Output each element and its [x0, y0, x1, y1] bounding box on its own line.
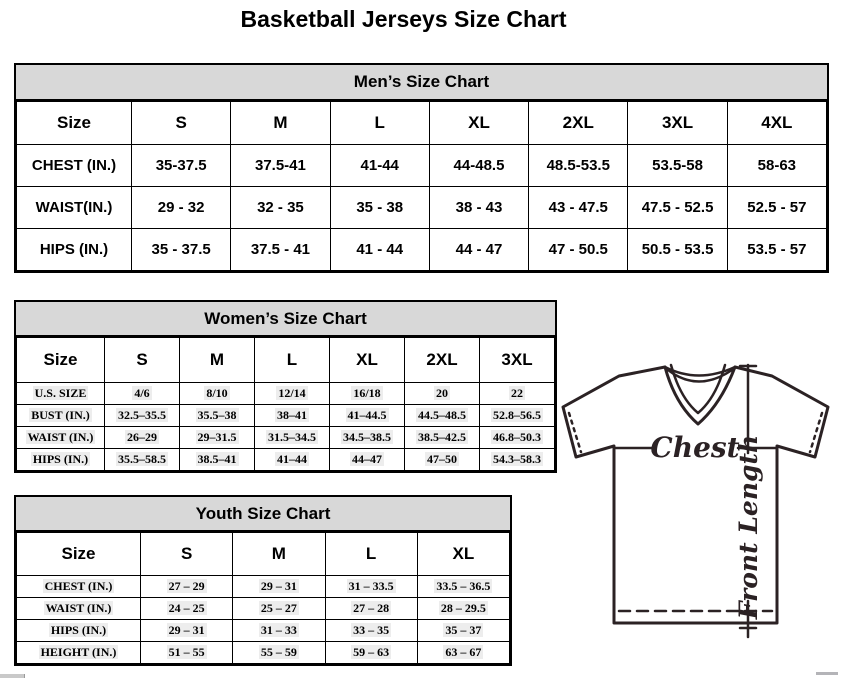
row-label: HIPS (IN.) — [17, 620, 141, 642]
table-row — [17, 642, 510, 664]
cell: 8/10 — [180, 383, 255, 405]
column-header: S — [141, 533, 233, 576]
cell: 29–31.5 — [180, 427, 255, 449]
cell: 37.5-41 — [231, 145, 330, 187]
cell: 35-37.5 — [132, 145, 231, 187]
row-label: HEIGHT (IN.) — [17, 642, 141, 664]
cell: 38–41 — [255, 405, 330, 427]
cell: 32 - 35 — [231, 187, 330, 229]
column-header: 2XL — [529, 102, 628, 145]
cell: 53.5-58 — [628, 145, 727, 187]
cell: 22 — [480, 383, 555, 405]
chest-label: Chest — [650, 431, 740, 464]
table-row — [17, 598, 510, 620]
table-header-row — [17, 102, 827, 145]
cell: 4/6 — [105, 383, 180, 405]
column-header: L — [325, 533, 417, 576]
cell: 47 - 50.5 — [529, 229, 628, 271]
column-header: M — [233, 533, 325, 576]
column-header: M — [180, 338, 255, 383]
cell: 35 – 37 — [417, 620, 509, 642]
table-row — [17, 620, 510, 642]
column-header: S — [132, 102, 231, 145]
front-length-label: Front Length — [734, 434, 763, 620]
column-header: S — [105, 338, 180, 383]
cell: 38.5–41 — [180, 449, 255, 471]
womens-size-chart-title: Women’s Size Chart — [16, 302, 555, 337]
horizontal-scrollbar-thumb[interactable] — [816, 672, 838, 675]
column-header: XL — [429, 102, 528, 145]
mens-size-chart — [14, 63, 829, 273]
cell: 25 – 27 — [233, 598, 325, 620]
cell: 16/18 — [330, 383, 405, 405]
cell: 24 – 25 — [141, 598, 233, 620]
youth-size-chart-title: Youth Size Chart — [16, 497, 510, 532]
row-label: CHEST (IN.) — [17, 576, 141, 598]
mens-size-table — [16, 101, 827, 271]
column-header: XL — [417, 533, 509, 576]
row-label: WAIST(IN.) — [17, 187, 132, 229]
cell: 35.5–38 — [180, 405, 255, 427]
column-header: XL — [330, 338, 405, 383]
cell: 33 – 35 — [325, 620, 417, 642]
cell: 27 – 29 — [141, 576, 233, 598]
cell: 27 – 28 — [325, 598, 417, 620]
row-label: HIPS (IN.) — [17, 229, 132, 271]
table-row — [17, 145, 827, 187]
cell: 63 – 67 — [417, 642, 509, 664]
cell: 35 - 38 — [330, 187, 429, 229]
column-header: 4XL — [727, 102, 826, 145]
row-label: BUST (IN.) — [17, 405, 105, 427]
cell: 50.5 - 53.5 — [628, 229, 727, 271]
cell: 44-48.5 — [429, 145, 528, 187]
column-header: 3XL — [628, 102, 727, 145]
cell: 44.5–48.5 — [405, 405, 480, 427]
cell: 12/14 — [255, 383, 330, 405]
jersey-diagram-svg — [556, 360, 840, 666]
jersey-measurement-diagram — [556, 360, 840, 671]
youth-size-table — [16, 532, 510, 664]
column-header: 3XL — [480, 338, 555, 383]
cell: 41–44.5 — [330, 405, 405, 427]
horizontal-scrollbar-thumb[interactable] — [0, 674, 25, 678]
row-label: U.S. SIZE — [17, 383, 105, 405]
column-header: Size — [17, 102, 132, 145]
cell: 41-44 — [330, 145, 429, 187]
column-header: Size — [17, 533, 141, 576]
cell: 29 - 32 — [132, 187, 231, 229]
column-header: M — [231, 102, 330, 145]
cell: 29 – 31 — [233, 576, 325, 598]
cell: 46.8–50.3 — [480, 427, 555, 449]
cell: 47.5 - 52.5 — [628, 187, 727, 229]
cell: 38 - 43 — [429, 187, 528, 229]
table-row — [17, 405, 555, 427]
cell: 47–50 — [405, 449, 480, 471]
cell: 51 – 55 — [141, 642, 233, 664]
table-row — [17, 427, 555, 449]
cell: 52.5 - 57 — [727, 187, 826, 229]
cell: 54.3–58.3 — [480, 449, 555, 471]
column-header: L — [255, 338, 330, 383]
row-label: CHEST (IN.) — [17, 145, 132, 187]
cell: 43 - 47.5 — [529, 187, 628, 229]
cell: 53.5 - 57 — [727, 229, 826, 271]
cell: 29 – 31 — [141, 620, 233, 642]
jersey-outline — [563, 367, 828, 623]
cell: 28 – 29.5 — [417, 598, 509, 620]
cell: 31.5–34.5 — [255, 427, 330, 449]
cell: 44–47 — [330, 449, 405, 471]
cell: 55 – 59 — [233, 642, 325, 664]
table-row — [17, 229, 827, 271]
table-row — [17, 187, 827, 229]
cell: 35 - 37.5 — [132, 229, 231, 271]
table-row — [17, 383, 555, 405]
cell: 26–29 — [105, 427, 180, 449]
youth-size-chart — [14, 495, 512, 666]
table-header-row — [17, 533, 510, 576]
column-header: 2XL — [405, 338, 480, 383]
column-header: L — [330, 102, 429, 145]
cell: 48.5-53.5 — [529, 145, 628, 187]
cell: 44 - 47 — [429, 229, 528, 271]
cell: 41–44 — [255, 449, 330, 471]
cell: 33.5 – 36.5 — [417, 576, 509, 598]
row-label: WAIST (IN.) — [17, 598, 141, 620]
column-header: Size — [17, 338, 105, 383]
row-label: HIPS (IN.) — [17, 449, 105, 471]
cell: 20 — [405, 383, 480, 405]
cell: 58-63 — [727, 145, 826, 187]
page-title: Basketball Jerseys Size Chart — [240, 6, 567, 32]
cell: 31 – 33.5 — [325, 576, 417, 598]
cell: 35.5–58.5 — [105, 449, 180, 471]
cell: 32.5–35.5 — [105, 405, 180, 427]
table-row — [17, 576, 510, 598]
mens-size-chart-title: Men’s Size Chart — [16, 65, 827, 101]
cell: 59 – 63 — [325, 642, 417, 664]
cell: 38.5–42.5 — [405, 427, 480, 449]
cell: 41 - 44 — [330, 229, 429, 271]
table-row — [17, 449, 555, 471]
row-label: WAIST (IN.) — [17, 427, 105, 449]
cell: 52.8–56.5 — [480, 405, 555, 427]
table-header-row — [17, 338, 555, 383]
cell: 34.5–38.5 — [330, 427, 405, 449]
womens-size-table — [16, 337, 555, 471]
cell: 31 – 33 — [233, 620, 325, 642]
cell: 37.5 - 41 — [231, 229, 330, 271]
womens-size-chart — [14, 300, 557, 473]
